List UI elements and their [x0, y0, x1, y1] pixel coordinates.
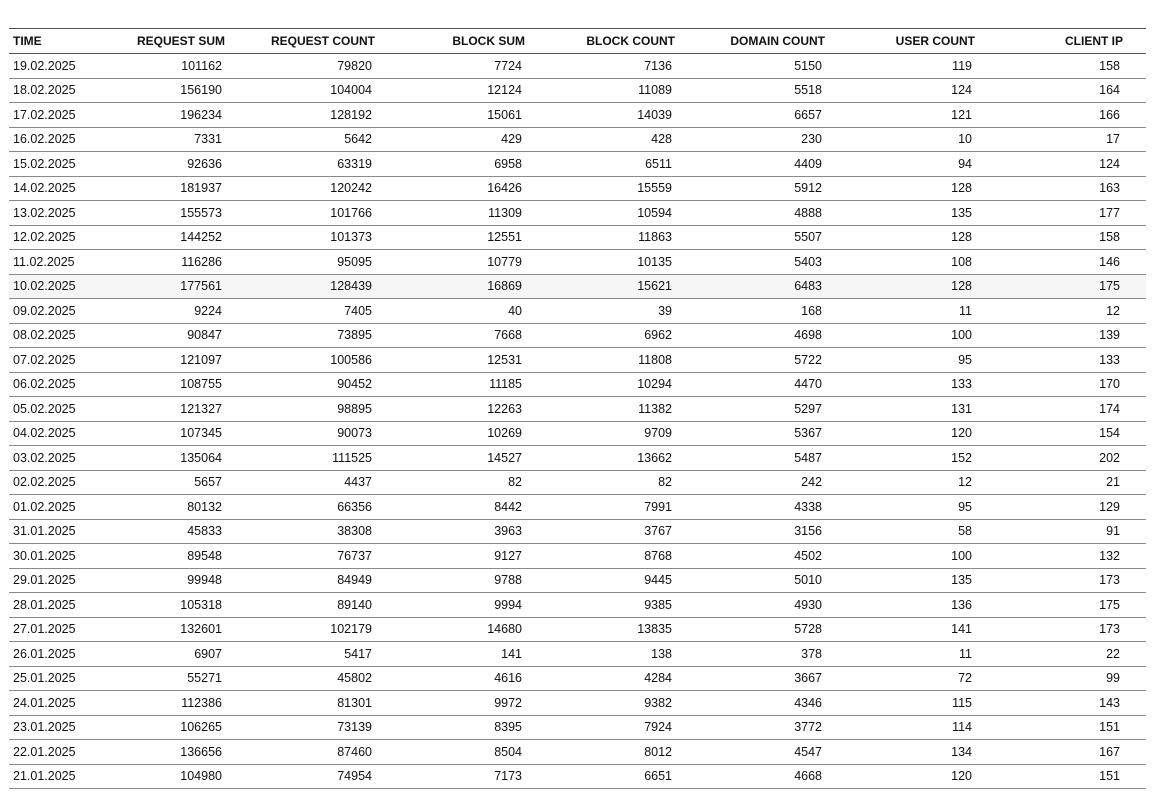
cell-client-ip: 124: [1099, 156, 1120, 171]
cell-block-sum: 16869: [487, 279, 522, 294]
cell-domain-count: 5297: [794, 401, 822, 416]
cell-client-ip: 22: [1106, 646, 1120, 661]
table-row[interactable]: [9, 740, 1146, 765]
cell-client-ip: 170: [1099, 377, 1120, 392]
cell-user-count: 135: [951, 205, 972, 220]
cell-user-count: 115: [952, 695, 972, 710]
cell-block-sum: 9788: [494, 573, 522, 588]
cell-request-sum: 55271: [187, 671, 222, 686]
cell-domain-count: 5010: [794, 573, 822, 588]
cell-request-count: 111525: [332, 450, 372, 465]
cell-domain-count: 4409: [794, 156, 822, 171]
cell-time: 19.02.2025: [13, 58, 76, 73]
table-row[interactable]: [9, 176, 1146, 201]
cell-time: 04.02.2025: [13, 426, 76, 441]
cell-request-sum: 121327: [180, 401, 222, 416]
cell-user-count: 135: [951, 573, 972, 588]
cell-request-count: 38308: [337, 524, 372, 539]
cell-block-sum: 141: [501, 646, 522, 661]
cell-block-count: 10294: [637, 377, 672, 392]
cell-request-count: 98895: [337, 401, 372, 416]
cell-time: 12.02.2025: [13, 230, 76, 245]
cell-domain-count: 5367: [794, 426, 822, 441]
cell-block-count: 4284: [644, 671, 672, 686]
table-row[interactable]: [9, 519, 1146, 544]
cell-time: 26.01.2025: [13, 646, 76, 661]
cell-block-count: 13662: [637, 450, 672, 465]
cell-request-sum: 104980: [180, 769, 222, 784]
cell-time: 14.02.2025: [13, 181, 76, 196]
cell-time: 06.02.2025: [13, 377, 76, 392]
cell-time: 25.01.2025: [13, 671, 76, 686]
cell-request-sum: 144252: [180, 230, 222, 245]
cell-block-count: 11382: [638, 401, 672, 416]
cell-domain-count: 4502: [794, 548, 822, 563]
table-body: [9, 54, 1146, 789]
cell-request-sum: 136656: [180, 744, 222, 759]
table-row[interactable]: [9, 715, 1146, 740]
cell-client-ip: 99: [1106, 671, 1120, 686]
cell-block-sum: 7173: [494, 769, 522, 784]
cell-user-count: 121: [951, 107, 972, 122]
cell-request-sum: 9224: [194, 303, 222, 318]
cell-block-count: 11808: [638, 352, 672, 367]
table-row[interactable]: [9, 593, 1146, 618]
cell-block-sum: 429: [501, 132, 522, 147]
cell-time: 18.02.2025: [13, 83, 76, 98]
cell-user-count: 134: [951, 744, 972, 759]
cell-domain-count: 4698: [794, 328, 822, 343]
cell-request-count: 101766: [330, 205, 372, 220]
cell-domain-count: 4470: [794, 377, 822, 392]
cell-domain-count: 5722: [794, 352, 822, 367]
cell-request-count: 95095: [337, 254, 372, 269]
column-header-block-sum[interactable]: BLOCK SUM: [452, 34, 525, 48]
cell-user-count: 114: [952, 720, 972, 735]
cell-time: 23.01.2025: [13, 720, 76, 735]
cell-domain-count: 3667: [794, 671, 822, 686]
column-header-block-count[interactable]: BLOCK COUNT: [586, 34, 675, 48]
cell-client-ip: 158: [1099, 230, 1120, 245]
cell-domain-count: 5403: [794, 254, 822, 269]
cell-time: 13.02.2025: [13, 205, 76, 220]
cell-block-sum: 16426: [487, 181, 522, 196]
cell-block-sum: 12551: [487, 230, 522, 245]
cell-block-count: 6962: [644, 328, 672, 343]
cell-client-ip: 151: [1099, 769, 1120, 784]
cell-client-ip: 174: [1099, 401, 1120, 416]
cell-request-count: 63319: [337, 156, 372, 171]
cell-user-count: 108: [951, 254, 972, 269]
cell-block-count: 8768: [644, 548, 672, 563]
cell-client-ip: 158: [1099, 58, 1120, 73]
cell-user-count: 11: [959, 646, 972, 661]
cell-client-ip: 17: [1106, 132, 1120, 147]
cell-block-sum: 6958: [494, 156, 522, 171]
cell-block-count: 9709: [644, 426, 672, 441]
cell-domain-count: 4346: [794, 695, 822, 710]
cell-request-count: 66356: [337, 499, 372, 514]
cell-user-count: 100: [951, 548, 972, 563]
cell-block-count: 138: [651, 646, 672, 661]
cell-request-count: 74954: [337, 769, 372, 784]
cell-user-count: 95: [958, 352, 972, 367]
cell-time: 03.02.2025: [13, 450, 76, 465]
table-row[interactable]: [9, 397, 1146, 422]
cell-block-count: 15559: [637, 181, 672, 196]
cell-time: 30.01.2025: [13, 548, 76, 563]
cell-time: 27.01.2025: [13, 622, 76, 637]
cell-request-count: 90073: [337, 426, 372, 441]
cell-user-count: 124: [951, 83, 972, 98]
cell-time: 29.01.2025: [13, 573, 76, 588]
cell-request-count: 73895: [337, 328, 372, 343]
table-row[interactable]: [9, 642, 1146, 667]
cell-request-count: 102179: [330, 622, 372, 637]
cell-block-sum: 14527: [487, 450, 522, 465]
cell-client-ip: 177: [1099, 205, 1120, 220]
table-row[interactable]: [9, 348, 1146, 373]
cell-request-sum: 101162: [181, 58, 222, 73]
table-row[interactable]: [9, 446, 1146, 471]
cell-request-count: 100586: [330, 352, 372, 367]
cell-user-count: 95: [958, 499, 972, 514]
cell-time: 31.01.2025: [13, 524, 76, 539]
cell-domain-count: 6483: [794, 279, 822, 294]
cell-domain-count: 6657: [794, 107, 822, 122]
column-header-request-sum[interactable]: REQUEST SUM: [136, 34, 225, 48]
cell-block-sum: 40: [508, 303, 522, 318]
cell-request-sum: 80132: [187, 499, 222, 514]
table-row[interactable]: [9, 103, 1146, 128]
cell-block-sum: 10269: [487, 426, 522, 441]
cell-block-sum: 82: [508, 475, 522, 490]
cell-client-ip: 91: [1106, 524, 1120, 539]
cell-time: 02.02.2025: [13, 475, 76, 490]
cell-block-sum: 11309: [488, 205, 522, 220]
cell-request-sum: 105318: [180, 597, 222, 612]
cell-request-sum: 177561: [180, 279, 222, 294]
cell-time: 21.01.2025: [13, 769, 76, 784]
cell-user-count: 152: [951, 450, 972, 465]
cell-domain-count: 378: [801, 646, 822, 661]
cell-client-ip: 173: [1099, 573, 1120, 588]
cell-client-ip: 151: [1099, 720, 1120, 735]
cell-time: 10.02.2025: [13, 279, 76, 294]
table-row[interactable]: [9, 127, 1146, 152]
table-row[interactable]: [9, 274, 1146, 299]
cell-block-count: 7924: [644, 720, 672, 735]
cell-request-sum: 90847: [187, 328, 222, 343]
cell-request-sum: 112386: [181, 695, 222, 710]
cell-user-count: 141: [951, 622, 972, 637]
cell-request-count: 89140: [337, 597, 372, 612]
cell-block-count: 14039: [637, 107, 672, 122]
cell-request-count: 79820: [337, 58, 372, 73]
table-row[interactable]: [9, 323, 1146, 348]
cell-client-ip: 163: [1099, 181, 1120, 196]
cell-domain-count: 5507: [794, 230, 822, 245]
cell-request-count: 81301: [337, 695, 372, 710]
cell-client-ip: 12: [1106, 303, 1120, 318]
cell-user-count: 131: [951, 401, 972, 416]
cell-block-sum: 11185: [489, 377, 522, 392]
cell-request-sum: 156190: [180, 83, 222, 98]
cell-time: 07.02.2025: [13, 352, 76, 367]
table-row[interactable]: [9, 568, 1146, 593]
cell-client-ip: 175: [1099, 597, 1120, 612]
cell-request-sum: 6907: [194, 646, 222, 661]
table-row[interactable]: [9, 54, 1146, 79]
cell-domain-count: 5150: [794, 58, 822, 73]
cell-time: 01.02.2025: [13, 499, 76, 514]
table-row[interactable]: [9, 372, 1146, 397]
cell-client-ip: 21: [1106, 475, 1120, 490]
table-row[interactable]: [9, 495, 1146, 520]
cell-block-sum: 8442: [494, 499, 522, 514]
cell-block-count: 8012: [644, 744, 672, 759]
cell-request-count: 87460: [337, 744, 372, 759]
table-row[interactable]: [9, 544, 1146, 569]
cell-client-ip: 164: [1099, 83, 1120, 98]
table-row[interactable]: [9, 201, 1146, 226]
cell-block-count: 7991: [644, 499, 672, 514]
table-row[interactable]: [9, 78, 1146, 103]
cell-block-sum: 3963: [494, 524, 522, 539]
cell-client-ip: 139: [1099, 328, 1120, 343]
column-header-request-count[interactable]: REQUEST COUNT: [270, 34, 375, 48]
cell-client-ip: 173: [1099, 622, 1120, 637]
cell-client-ip: 132: [1099, 548, 1120, 563]
table-row[interactable]: [9, 299, 1146, 324]
cell-request-sum: 106265: [180, 720, 222, 735]
table-row[interactable]: [9, 691, 1146, 716]
cell-block-count: 82: [658, 475, 672, 490]
stats-table: [9, 28, 1146, 789]
column-header-domain-count[interactable]: DOMAIN COUNT: [730, 34, 825, 48]
cell-request-sum: 108755: [180, 377, 222, 392]
cell-domain-count: 5487: [794, 450, 822, 465]
cell-block-sum: 8504: [494, 744, 522, 759]
cell-time: 24.01.2025: [13, 695, 76, 710]
cell-client-ip: 154: [1099, 426, 1120, 441]
cell-domain-count: 230: [801, 132, 822, 147]
column-header-time[interactable]: TIME: [13, 34, 42, 48]
table-row[interactable]: [9, 250, 1146, 275]
cell-client-ip: 146: [1099, 254, 1120, 269]
cell-block-sum: 10779: [487, 254, 522, 269]
cell-client-ip: 202: [1099, 450, 1120, 465]
cell-block-count: 15621: [637, 279, 672, 294]
cell-domain-count: 5728: [794, 622, 822, 637]
cell-block-count: 6651: [644, 769, 672, 784]
cell-block-count: 428: [651, 132, 672, 147]
cell-time: 08.02.2025: [13, 328, 76, 343]
cell-request-sum: 92636: [187, 156, 222, 171]
cell-request-count: 104004: [330, 83, 372, 98]
cell-domain-count: 168: [801, 303, 822, 318]
cell-user-count: 10: [958, 132, 972, 147]
cell-user-count: 128: [951, 279, 972, 294]
cell-user-count: 58: [958, 524, 972, 539]
cell-request-count: 120242: [330, 181, 372, 196]
cell-client-ip: 166: [1099, 107, 1120, 122]
cell-user-count: 136: [951, 597, 972, 612]
cell-request-sum: 99948: [187, 573, 222, 588]
cell-user-count: 94: [958, 156, 972, 171]
cell-block-count: 7136: [644, 58, 672, 73]
cell-block-sum: 9994: [494, 597, 522, 612]
cell-domain-count: 4668: [794, 769, 822, 784]
cell-block-sum: 12124: [487, 83, 522, 98]
cell-request-count: 90452: [337, 377, 372, 392]
cell-user-count: 128: [951, 230, 972, 245]
cell-block-sum: 9972: [494, 695, 522, 710]
cell-block-count: 9385: [644, 597, 672, 612]
cell-block-sum: 12531: [487, 352, 522, 367]
cell-request-sum: 121097: [180, 352, 222, 367]
cell-user-count: 100: [951, 328, 972, 343]
cell-request-sum: 107345: [180, 426, 222, 441]
cell-block-count: 39: [658, 303, 672, 318]
cell-domain-count: 4547: [794, 744, 822, 759]
cell-request-count: 5642: [344, 132, 372, 147]
table-row[interactable]: [9, 470, 1146, 495]
cell-time: 16.02.2025: [13, 132, 76, 147]
cell-domain-count: 3156: [794, 524, 822, 539]
cell-request-sum: 132601: [180, 622, 222, 637]
cell-request-sum: 5657: [194, 475, 222, 490]
table-row[interactable]: [9, 764, 1146, 789]
cell-client-ip: 175: [1099, 279, 1120, 294]
column-header-client-ip[interactable]: CLIENT IP: [1064, 34, 1123, 48]
cell-domain-count: 4888: [794, 205, 822, 220]
cell-request-sum: 181937: [180, 181, 222, 196]
cell-request-count: 128192: [330, 107, 372, 122]
cell-request-count: 76737: [337, 548, 372, 563]
cell-request-count: 73139: [337, 720, 372, 735]
cell-time: 17.02.2025: [13, 107, 76, 122]
cell-request-sum: 196234: [180, 107, 222, 122]
cell-client-ip: 129: [1099, 499, 1120, 514]
cell-time: 09.02.2025: [13, 303, 76, 318]
cell-request-count: 7405: [344, 303, 372, 318]
cell-domain-count: 5518: [794, 83, 822, 98]
cell-time: 22.01.2025: [13, 744, 76, 759]
stats-table-container: [9, 28, 1146, 789]
cell-block-count: 11863: [638, 230, 672, 245]
cell-request-count: 45802: [337, 671, 372, 686]
table-row[interactable]: [9, 152, 1146, 177]
cell-block-sum: 7724: [494, 58, 522, 73]
cell-block-count: 10135: [637, 254, 672, 269]
cell-client-ip: 167: [1099, 744, 1120, 759]
table-row[interactable]: [9, 421, 1146, 446]
cell-user-count: 128: [951, 181, 972, 196]
cell-client-ip: 133: [1099, 352, 1120, 367]
cell-user-count: 133: [951, 377, 972, 392]
table-header-row: [9, 29, 1146, 54]
cell-block-sum: 12263: [487, 401, 522, 416]
cell-domain-count: 4930: [794, 597, 822, 612]
cell-request-sum: 155573: [180, 205, 222, 220]
cell-block-sum: 9127: [494, 548, 522, 563]
table-row[interactable]: [9, 617, 1146, 642]
cell-user-count: 119: [952, 58, 972, 73]
cell-request-count: 128439: [330, 279, 372, 294]
cell-user-count: 11: [959, 303, 972, 318]
column-header-user-count[interactable]: USER COUNT: [895, 34, 975, 48]
cell-user-count: 72: [958, 671, 972, 686]
cell-block-count: 13835: [637, 622, 672, 637]
cell-request-sum: 116286: [181, 254, 222, 269]
cell-block-sum: 14680: [487, 622, 522, 637]
cell-block-count: 6511: [645, 156, 672, 171]
cell-domain-count: 4338: [794, 499, 822, 514]
cell-request-sum: 135064: [180, 450, 222, 465]
cell-block-count: 9445: [644, 573, 672, 588]
cell-request-count: 84949: [337, 573, 372, 588]
cell-block-sum: 15061: [487, 107, 522, 122]
cell-time: 11.02.2025: [13, 254, 75, 269]
cell-block-count: 3767: [644, 524, 672, 539]
cell-user-count: 120: [951, 426, 972, 441]
table-row[interactable]: [9, 225, 1146, 250]
cell-user-count: 12: [958, 475, 972, 490]
cell-client-ip: 143: [1099, 695, 1120, 710]
cell-block-sum: 4616: [494, 671, 522, 686]
cell-request-count: 4437: [344, 475, 372, 490]
cell-time: 05.02.2025: [13, 401, 76, 416]
cell-user-count: 120: [951, 769, 972, 784]
cell-domain-count: 3772: [794, 720, 822, 735]
cell-domain-count: 242: [801, 475, 822, 490]
cell-time: 28.01.2025: [13, 597, 76, 612]
cell-block-count: 11089: [638, 83, 672, 98]
cell-request-sum: 45833: [187, 524, 222, 539]
cell-request-sum: 7331: [194, 132, 222, 147]
cell-request-count: 101373: [330, 230, 372, 245]
cell-request-count: 5417: [344, 646, 372, 661]
cell-block-count: 10594: [637, 205, 672, 220]
cell-block-count: 9382: [644, 695, 672, 710]
cell-block-sum: 8395: [494, 720, 522, 735]
cell-time: 15.02.2025: [13, 156, 76, 171]
cell-domain-count: 5912: [794, 181, 822, 196]
table-row[interactable]: [9, 666, 1146, 691]
cell-block-sum: 7668: [494, 328, 522, 343]
cell-request-sum: 89548: [187, 548, 222, 563]
